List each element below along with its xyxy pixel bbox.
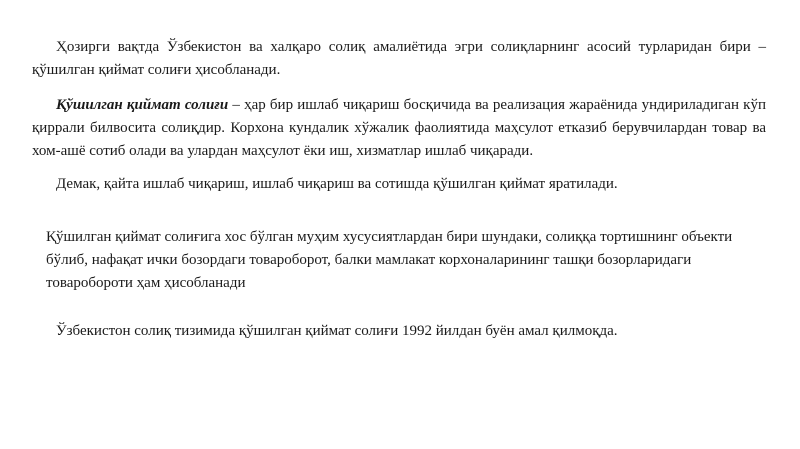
defined-term: Қўшилган қиймат солиғи	[56, 97, 229, 113]
paragraph-text: Қўшилган қиймат солиғига хос бўлган муҳим хусусиятлардан бири шундаки, солиққа тортишнинг объекти бўлиб, нафақат ички бозордаги товароборот, балки мамлакат корхоналарининг ташқи бозорларидаги товаробороти ҳам ҳисобланади	[46, 229, 733, 291]
paragraph-vat-definition	[32, 94, 766, 163]
paragraph-value-creation	[32, 173, 766, 196]
paragraph-vat-since-1992	[32, 320, 766, 343]
paragraph-text: Ўзбекистон солиқ тизимида қўшилган қиймат солиғи 1992 йилдан буён амал қилмоқда.	[56, 323, 618, 339]
paragraph-text: Ҳозирги вақтда Ўзбекистон ва халқаро солиқ амалиётида эгри солиқларнинг асосий турларидан бири – қўшилган қиймат солиғи ҳисобланади.	[32, 39, 766, 78]
paragraph-vat-intro	[32, 36, 766, 82]
paragraph-text: Демак, қайта ишлаб чиқариш, ишлаб чиқариш ва сотишда қўшилган қиймат яратилади.	[56, 176, 618, 192]
paragraph-vat-feature	[46, 226, 746, 295]
paragraph-text: – ҳар бир ишлаб чиқариш босқичида ва реализация жараёнида ундириладиган кўп қиррали билвосита солиқдир. Корхона кундалик хўжалик фаолиятида маҳсулот етказиб берувчилардан товар ва хом-ашё сотиб олади ва улардан маҳсулот ёки иш, хизматлар ишлаб чиқаради.	[32, 97, 766, 159]
